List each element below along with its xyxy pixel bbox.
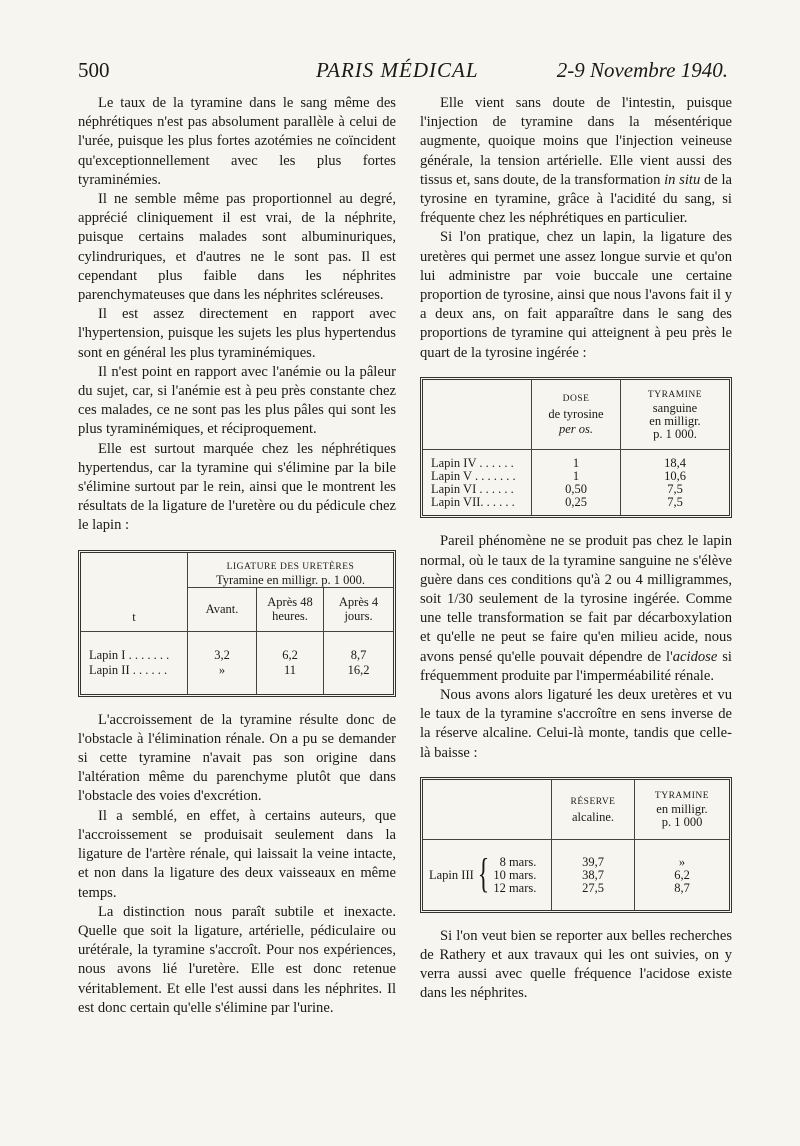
column-header: TYRAMINE [647, 389, 703, 400]
table-row: Lapin V . . . . . . . 1 10,6 [423, 470, 729, 483]
paragraph: L'accroissement de la tyramine résulte donc de l'obstacle à l'élimination rénale. On a pu se demander si cette tyramine n'avait pas son origine dans l'altération même du parenchyme plutôt que dans l'obstacle des voies d'excrétion. [78, 711, 396, 805]
table-row: Lapin III { 8 mars. 10 mars. 12 mars. 39,7 38,7 27,5 » 6,2 8,7 [423, 840, 729, 910]
table-corner-mark: t [132, 609, 136, 624]
table-row: Lapin I . . . . . . . 3,2 6,2 8,7 [81, 631, 393, 663]
page-header [78, 58, 728, 88]
paragraph: Il ne semble même pas proportionnel au degré, apprécié cliniquement il est vrai, de la néphrite, puisque certains malades sont albuminuriques, cylindruriques, et d'autres ne le sont pas. Il est cependant plus faible dans les néphrites parenchymateuses que dans les néphrites scléreuses. [78, 191, 396, 304]
alkaline-reserve-table: RÉSERVE alcaline. TYRAMINE en milligr. p. 1 000 Lapin III { 8 mars. 10 mars. 12 mars. 39,7 38,7 27,5 » 6,2 8,7 [420, 777, 732, 913]
journal-title: PARIS MÉDICAL [316, 58, 479, 82]
column-header: DOSE [562, 394, 590, 405]
tyrosine-dose-table: DOSE de tyrosine per os. TYRAMINE sanguine en milligr. p. 1 000. Lapin IV . . . . . . 1 18,4 Lapin V . . . . . . . 1 10,6 Lapin VI . . . . . . 0,50 7,5 Lapin VII. . . . . . 0,25 7,5 [420, 377, 732, 519]
table-group-subheader: Tyramine en milligr. p. 1 000. [215, 572, 366, 587]
paragraph: Il a semblé, en effet, à certains auteurs, que l'accroissement se produisait seulement dans la ligature de l'artère rénale, qui laissait la veine intacte, et non dans la ligature des deux vaisseaux en même temps. [78, 807, 396, 901]
emphasis: acidose [672, 648, 718, 665]
paragraph: Si l'on veut bien se reporter aux belles recherches de Rathery et aux travaux qui les ont suivies, on y verra aussi avec quelle fréquence l'acidose existe dans les néphrites. [420, 927, 732, 1002]
paragraph: Il est assez directement en rapport avec l'hypertension, puisque les sujets les plus hypertendus sont en général les plus tyraminémiques. [78, 306, 396, 361]
paragraph: Le taux de la tyramine dans le sang même des néphrétiques n'est pas absolument parallèle à celui de l'urée, puisque les plus fortes azotémies ne coïncident qu'exceptionnellement avec les plus fortes tyraminémies. [78, 95, 396, 188]
table-row: Lapin IV . . . . . . 1 18,4 [423, 450, 729, 471]
column-header: Après 4 jours. [324, 587, 394, 631]
column-header: TYRAMINE [654, 791, 710, 802]
table-row: Lapin II . . . . . . » 11 16,2 [81, 663, 393, 694]
paragraph: Elle vient sans doute de l'intestin, puisque l'injection de tyramine dans la mésentérique augmente, quoique moins que l'injection veineuse générale, la tension artérielle. Elle vient aussi des tissus et, sans doute, de la transformation in situ de la tyrosine en tyramine, grâce à l'acidité du sang, si fréquente chez les néphrétiques en particulier. [420, 95, 732, 227]
table-row: Lapin VI . . . . . . 0,50 7,5 [423, 483, 729, 496]
left-column [78, 94, 396, 1018]
column-header: Avant. [188, 587, 257, 631]
brace: { [477, 852, 490, 898]
row-label: Lapin III [429, 867, 474, 882]
ureter-ligature-table [78, 550, 396, 697]
paragraph: Pareil phénomène ne se produit pas chez le lapin normal, où le taux de la tyramine sanguine ne s'élève guère dans ces conditions qu'à 2 ou 4 milligrammes, soit 1/30 seulement de la tyrosine ingérée. Comme une telle transformation se fait par décarboxylation et qu'elle ne peut se faire qu'en milieu acide, nous avons pensé qu'elle pouvait dépendre de l'acidose si fréquemment produite par l'imperméabilité rénale. [420, 533, 732, 684]
column-header: RÉSERVE [570, 796, 616, 807]
paragraph: Elle est surtout marquée chez les néphrétiques hypertendus, car la tyramine qui s'élimine par la bile s'élimine surtout par le rein, ainsi que le montrent les résultats de la ligature de l'uretère ou du pédicule chez le lapin : [78, 440, 396, 534]
paragraph: Il n'est point en rapport avec l'anémie ou la pâleur du sujet, car, si l'anémie est à peu près constante chez ces malades, ce ne sont pas les plus pâles qui sont les plus tyraminémiques, et réciproquement. [78, 363, 396, 438]
paragraph: La distinction nous paraît subtile et inexacte. Quelle que soit la ligature, artérielle, pédiculaire ou urétérale, la tyramine s'accroît. Pour nos expériences, nous avons lié l'uretère. Elle est donc retenue véritablement. Et elle l'est aussi dans les néphrites. Il est donc certain qu'elle s'élimine par l'urine. [78, 903, 396, 1016]
paragraph: Si l'on pratique, chez un lapin, la ligature des uretères qui permet une assez longue survie et qu'on lui administre par voie buccale une certaine proportion de tyrosine, ainsi que nous l'avons fait il y a deux ans, on fait apparaître dans le sang des proportions de tyramine qui atteignent à peu près le quart de la tyrosine ingérée : [420, 229, 732, 361]
emphasis: in situ [664, 171, 701, 188]
right-column [420, 94, 732, 1004]
table-row: Lapin VII. . . . . . 0,25 7,5 [423, 496, 729, 515]
paragraph: Nous avons alors ligaturé les deux uretères et vu le taux de la tyramine s'accroître en sens inverse de la réserve alcaline. Celui-là monte, tandis que celle-là baisse : [420, 686, 732, 761]
column-header: Après 48 heures. [257, 587, 324, 631]
page-number: 500 [78, 58, 110, 82]
issue-date: 2-9 Novembre 1940. [556, 58, 728, 82]
table-group-header: LIGATURE DES URETÈRES [226, 561, 355, 572]
